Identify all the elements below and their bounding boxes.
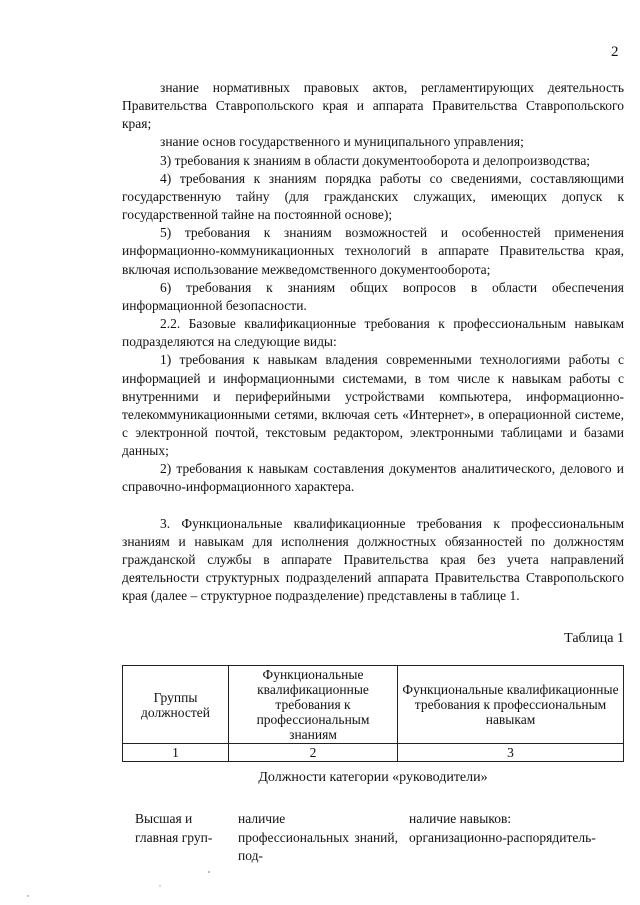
page-number: 2 [611,44,619,60]
paragraph: 2) требования к навыкам составления документов аналитического, делового и справочно-информационного характера. [122,461,624,495]
paragraph: 5) требования к знаниям возможностей и особенностей применения информационно-коммуникационных технологий в аппарате Правительства края, включая использование межведомственного документооборота; [122,225,624,277]
paragraph: 1) требования к навыкам владения современными технологиями работы с информацией и информационными системами, в том числе к навыкам работы с внутренними и периферийными устройствами компьютера, информационно-телекоммуникационными сетями, включая сеть «Интернет», в операционной системе, с электронной почтой, текстовым редактором, электронными таблицами и базами данных; [122,352,624,459]
paragraph: 3) требования к знаниям в области документооборота и делопроизводства; [160,152,591,168]
paragraph: 3. Функциональные квалификационные требования к профессиональным знаниям и навыкам для исполнения должностных обязанностей по должностям гражданской службы в аппарате Правительства края без учета направлений деятельности структурных подразделений аппарата Правительства Ставропольского края (далее – структурное подразделение) представлены в таблице 1. [122,515,624,604]
table-header-cell: Функциональные квалификационные требования к профессиональным навыкам [398,666,624,744]
column-number: 3 [398,744,624,762]
row-skills-line: организационно-распорядитель- [409,829,596,845]
table-header-cell: Группы должностей [123,666,229,744]
column-number: 2 [229,744,398,762]
scan-speck [159,885,160,886]
paragraph: 6) требования к знаниям общих вопросов в области обеспечения информационной безопасности. [122,279,624,313]
row-skills-line: наличие навыков: [409,811,512,826]
row-knowledge-cell: наличие профессиональных знаний, под- [238,811,398,863]
table-header-cell: Функциональные квалификационные требования к профессиональным знаниям [229,666,398,744]
paragraph: 4) требования к знаниям порядка работы со сведениями, составляющими государственную тайну (для гражданских служащих, имеющих допуск к государственной тайне на постоянной основе); [122,170,624,223]
column-number: 1 [123,744,229,762]
category-title: Должности категории «руководители» [258,770,488,785]
paragraph: 2.2. Базовые квалификационные требования к профессиональным навыкам подразделяются на следующие виды: [122,316,624,350]
row-group-cell: Высшая и главная груп- [135,811,213,845]
scan-speck [27,895,28,896]
scan-speck [208,871,210,873]
paragraph: знание основ государственного и муниципального управления; [160,134,524,150]
paragraph: знание нормативных правовых актов, регламентирующих деятельность Правительства Ставропольского края и аппарата Правительства Ставропольского края; [122,80,624,132]
table-caption: Таблица 1 [564,631,624,646]
